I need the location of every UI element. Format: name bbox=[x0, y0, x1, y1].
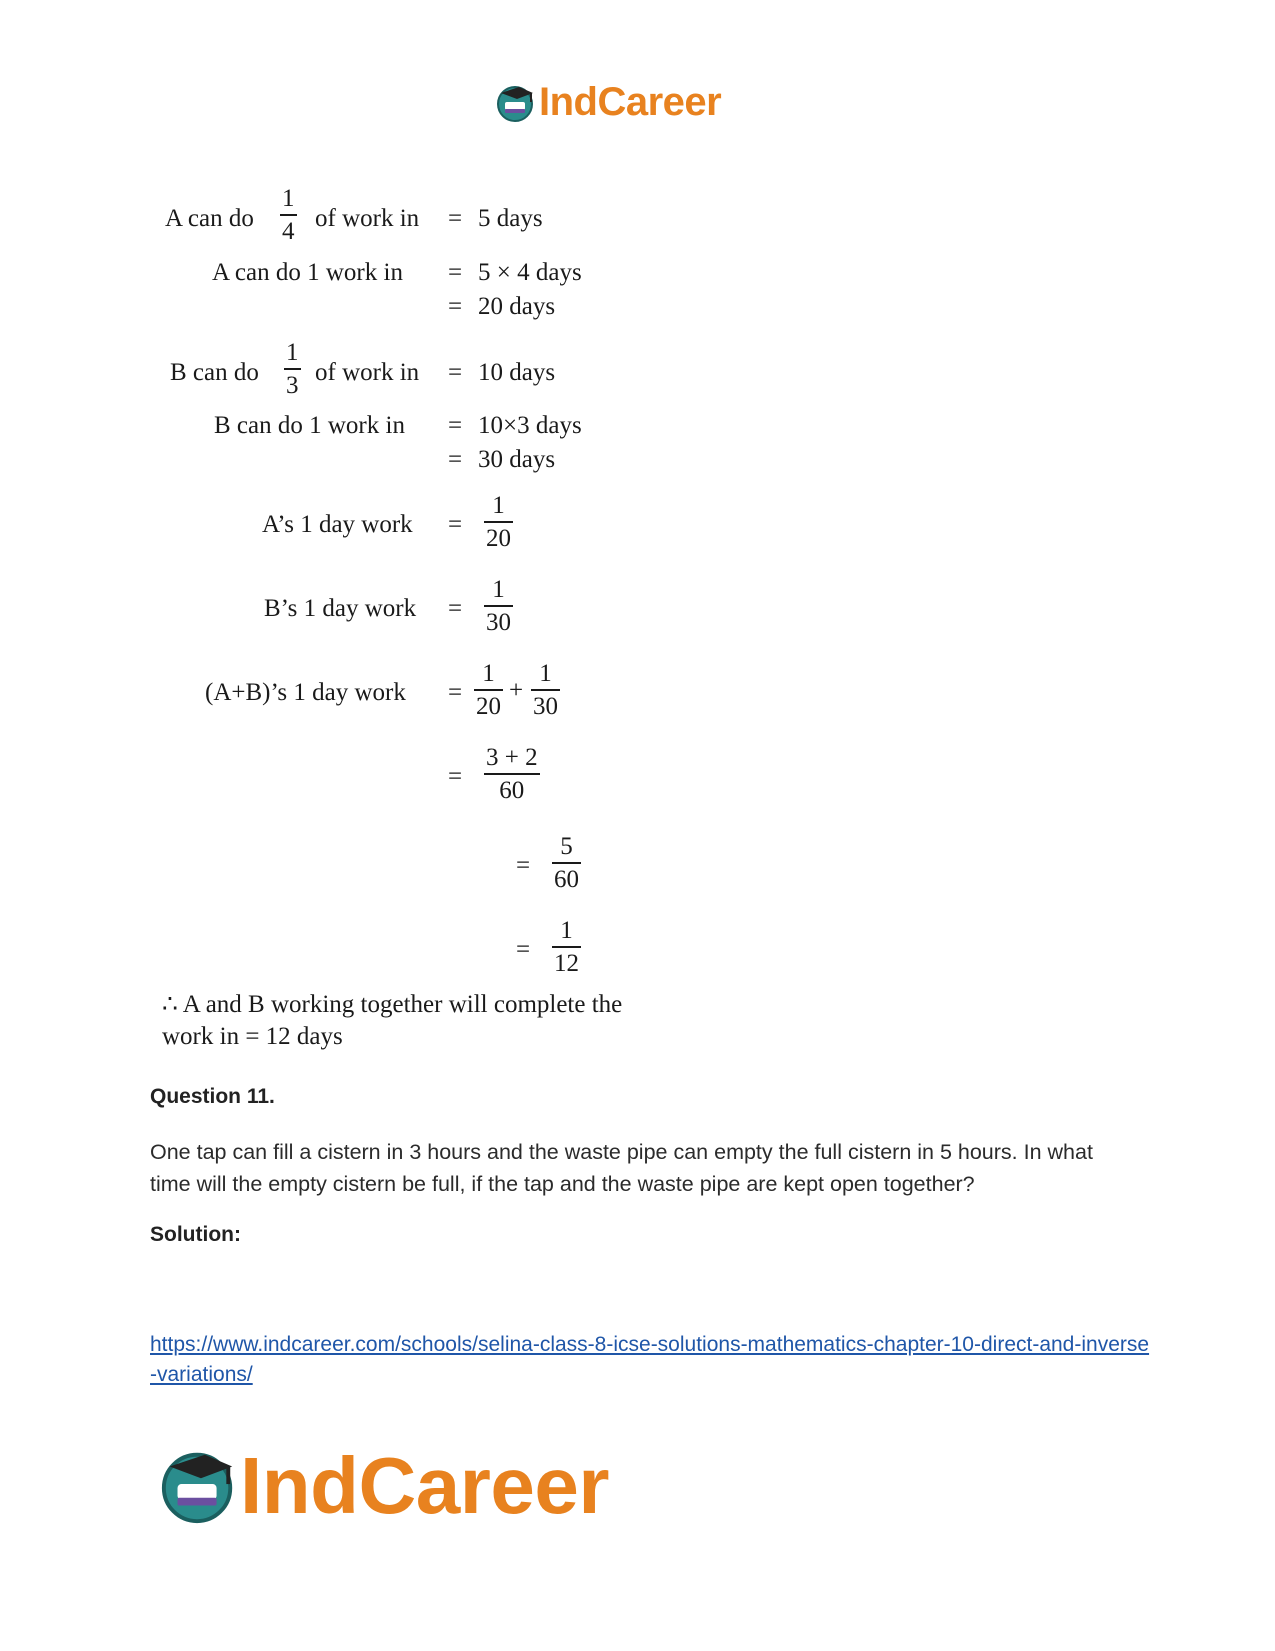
math-line-1-lhs-b: of work in bbox=[315, 205, 420, 232]
fraction-numerator: 1 bbox=[286, 339, 299, 366]
source-link[interactable]: https://www.indcareer.com/schools/selina-class-8-icse-solutions-mathematics-chapter-10-direct-and-inverse-variations/ bbox=[150, 1333, 1150, 1386]
equals-sign: = bbox=[448, 412, 463, 439]
math-conclusion-line-2: work in = 12 days bbox=[162, 1023, 343, 1050]
equals-sign: = bbox=[448, 679, 463, 706]
fraction-denominator: 30 bbox=[533, 692, 558, 720]
fraction-numerator: 1 bbox=[560, 917, 573, 944]
fraction-numerator: 3 + 2 bbox=[486, 744, 538, 771]
fraction-denominator: 12 bbox=[554, 949, 579, 977]
math-line-12-fraction bbox=[552, 918, 581, 976]
math-line-5-rhs: 10×3 days bbox=[478, 412, 582, 439]
fraction-numerator: 1 bbox=[482, 660, 495, 687]
fraction-denominator: 20 bbox=[486, 524, 511, 552]
math-line-9-fraction-2 bbox=[531, 661, 560, 719]
math-line-7-lhs: A’s 1 day work bbox=[262, 511, 413, 538]
footer-logo-text: IndCareer bbox=[240, 1441, 609, 1530]
equals-sign: = bbox=[448, 595, 463, 622]
math-line-4-fraction bbox=[284, 340, 301, 398]
header-logo bbox=[495, 80, 721, 125]
fraction-denominator: 60 bbox=[554, 865, 579, 893]
equals-sign: = bbox=[516, 936, 531, 963]
fraction-denominator: 4 bbox=[282, 217, 295, 245]
fraction-numerator: 5 bbox=[560, 833, 573, 860]
fraction-numerator: 1 bbox=[492, 576, 505, 603]
plus-sign: + bbox=[509, 677, 524, 704]
math-line-1-fraction bbox=[280, 186, 297, 244]
math-line-9-fraction-1 bbox=[474, 661, 503, 719]
math-conclusion-line-1: ∴ A and B working together will complete the bbox=[162, 991, 623, 1018]
math-line-4-lhs-b: of work in bbox=[315, 359, 420, 386]
solution-title: Solution: bbox=[150, 1223, 241, 1246]
question-title: Question 11. bbox=[150, 1085, 275, 1108]
equals-sign: = bbox=[448, 511, 463, 538]
fraction-numerator: 1 bbox=[539, 660, 552, 687]
equals-sign: = bbox=[448, 205, 463, 232]
math-line-5-lhs: B can do 1 work in bbox=[214, 412, 405, 439]
fraction-denominator: 60 bbox=[499, 776, 525, 804]
math-line-2-lhs: A can do 1 work in bbox=[212, 259, 403, 286]
equals-sign: = bbox=[448, 763, 463, 790]
equals-sign: = bbox=[448, 446, 463, 473]
math-line-4-lhs-a: B can do bbox=[170, 359, 259, 386]
header-logo-text: IndCareer bbox=[539, 80, 722, 124]
math-line-1-rhs: 5 days bbox=[478, 205, 543, 232]
fraction-denominator: 3 bbox=[286, 371, 299, 399]
math-line-1-lhs-a: A can do bbox=[165, 205, 254, 232]
math-line-4-rhs: 10 days bbox=[478, 359, 556, 386]
math-line-8-fraction bbox=[484, 577, 513, 635]
footer-logo bbox=[158, 1440, 609, 1532]
math-line-7-fraction bbox=[484, 493, 513, 551]
math-line-11-fraction bbox=[552, 834, 581, 892]
equals-sign: = bbox=[448, 259, 463, 286]
fraction-denominator: 30 bbox=[486, 608, 511, 636]
graduation-globe-icon bbox=[495, 82, 537, 124]
math-line-6-rhs: 30 days bbox=[478, 446, 556, 473]
fraction-denominator: 20 bbox=[476, 692, 501, 720]
math-line-3-rhs: 20 days bbox=[478, 293, 556, 320]
fraction-numerator: 1 bbox=[282, 185, 295, 212]
math-line-8-lhs: B’s 1 day work bbox=[264, 595, 417, 622]
math-line-2-rhs: 5 × 4 days bbox=[478, 259, 582, 286]
question-text: One tap can fill a cistern in 3 hours and the waste pipe can empty the full cistern in 5 hours. In what time will the empty cistern be full, if the tap and the waste pipe are kept open together? bbox=[150, 1140, 1093, 1196]
math-line-9-lhs: (A+B)’s 1 day work bbox=[205, 679, 406, 706]
math-line-10-fraction bbox=[484, 745, 540, 803]
graduation-globe-icon bbox=[158, 1445, 240, 1527]
equals-sign: = bbox=[516, 852, 531, 879]
equals-sign: = bbox=[448, 359, 463, 386]
fraction-numerator: 1 bbox=[492, 492, 505, 519]
equals-sign: = bbox=[448, 293, 463, 320]
